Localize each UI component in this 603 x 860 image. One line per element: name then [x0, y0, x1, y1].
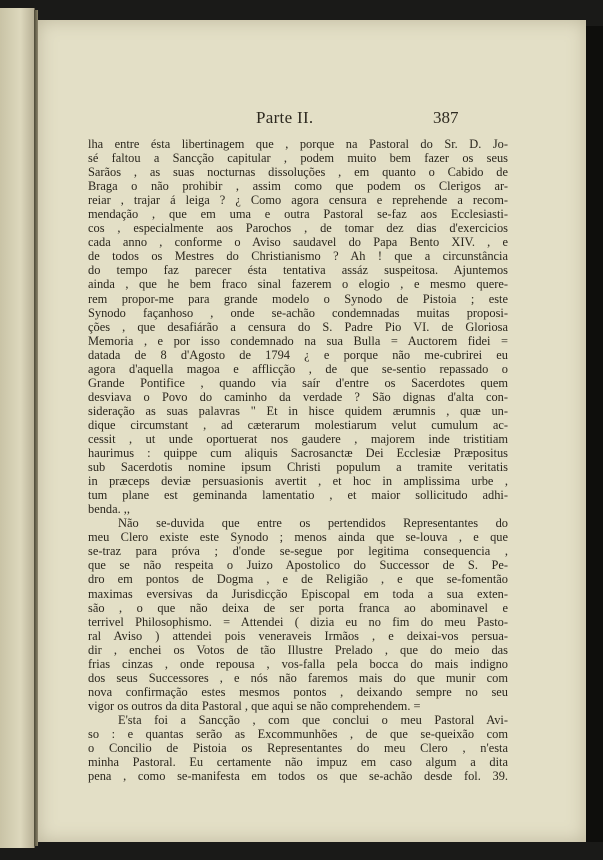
text-line: terrivel Philosophismo. = Attendei ( dizia eu no fim do meu Pasto-	[88, 614, 508, 629]
text-line: so : e quantas serão as Excommunhões , de que se-queixão com	[88, 726, 508, 741]
text-line: que se não respeita o Juizo Apostolico do Successor de S. Pe-	[88, 558, 508, 573]
text-line: Memoria , e por isso condemnado na sua Bulla = Auctorem fidei =	[88, 333, 508, 348]
text-line: desviava o Povo do caminho da verdade ? São dignas d'alta con-	[88, 389, 508, 404]
text-line: reiar , trajar á leiga ? ¿ Como agora censura e reprehende a recom-	[88, 193, 508, 208]
text-line: maximas eversivas da Jurisdicção Episcopal em toda a sua exten-	[88, 586, 508, 601]
text-line: de todos os Mestres do Christianismo ? Ah ! que a circunstância	[88, 249, 508, 264]
text-line: do tempo faz parecer ésta tentativa assáz suspeitosa. Ajuntemos	[88, 263, 508, 278]
text-line: pena , como se-manifesta em todos os que se-achão desde fol. 39.	[88, 769, 508, 784]
text-line: Não se-duvida que entre os pertendidos Representantes do	[118, 516, 508, 531]
dark-background-edge	[586, 26, 603, 842]
text-line: se-traz para próva ; d'onde se-segue por legitima consequencia ,	[88, 544, 508, 559]
text-line: nova confirmação estes mesmos pontos , deixando sempre no seu	[88, 684, 508, 699]
text-line: dro em pontos de Dogma , e de Religião , e que se-fomentão	[88, 572, 508, 587]
running-head: Parte II.	[256, 108, 314, 127]
text-line: vigor os outros da dita Pastoral , que aqui se não comprehendem. =	[88, 698, 421, 713]
text-line: Grande Pontifice , quando via saír d'entre os Sacerdotes quem	[88, 375, 508, 390]
text-line: haurimus : quippe cum aliquis Sacrosanctæ Dei Ecclesiæ Præpositus	[88, 446, 508, 461]
text-line: benda. ,,	[88, 502, 130, 517]
book-page	[38, 20, 586, 842]
text-line: sideração as suas palavras " Et in hisce quidem ærumnis , quæ un-	[88, 403, 508, 418]
page-number: 387	[433, 108, 459, 127]
text-line: lha entre ésta libertinagem que , porque na Pastoral do Sr. D. Jo-	[88, 137, 508, 151]
left-page-edge	[0, 8, 35, 848]
text-line: rem propor-me para grande modelo o Synodo de Pistoia ; este	[88, 291, 508, 306]
text-line: cada anno , conforme o Aviso saudavel do Papa Bento XIV. , e	[88, 235, 508, 250]
text-line: sub Sacerdotis nomine ipsum Christi populum a tramite veritatis	[88, 460, 508, 475]
text-line: cessit , ut unde oportuerat nos gaudere , majorem inde tristitiam	[88, 431, 508, 446]
text-line: são , o que não deixa de ser porta franca ao abominavel e	[88, 600, 508, 615]
page-header	[38, 108, 586, 132]
text-line: sé faltou a Sancção capitular , podem muito bem fazer os seus	[88, 151, 508, 166]
text-line: ral Aviso ) attendei pois veneraveis Irmãos , e deixai-vos persua-	[88, 628, 508, 643]
text-line: agora d'aquella magoa e afflicção , de que se-sentio repassado o	[88, 361, 508, 376]
text-line: frias cinzas , onde repousa , vos-falla pela bocca do mais indigno	[88, 656, 508, 671]
text-line: minha Pastoral. Eu certamente não impuz em caso algum a dita	[88, 755, 508, 770]
text-line: mendação , que em uma e outra Pastoral se-faz aos Ecclesiasti-	[88, 207, 508, 222]
text-line: o Concilio de Pistoia os Representantes do meu Clero , n'esta	[88, 741, 508, 756]
text-line: Synodo façanhoso , onde se-achão condemnadas muitas proposi-	[88, 305, 508, 320]
text-line: dir , enchei os Votos de tão Illustre Prelado , que do meio das	[88, 642, 508, 657]
text-line: dos seus Successores , e nós não faremos mais do que munir com	[88, 670, 508, 685]
text-line: dique circumstant , ad cæterarum molestiarum velut cumulum ac-	[88, 417, 508, 432]
text-line: cos , especialmente aos Parochos , de tomar dez dias d'exercicios	[88, 221, 508, 236]
text-line: ções , que desafiárão a censura do S. Padre Pio VI. de Gloriosa	[88, 319, 508, 334]
body-text	[88, 137, 508, 783]
text-line: ainda , que he bem fraco sinal fazerem o elogio , e mesmo quere-	[88, 277, 508, 292]
text-line: datada de 8 d'Agosto de 1794 ¿ e porque não me-cubrirei eu	[88, 347, 508, 362]
text-line: meu Clero existe este Synodo ; menos ainda que se-louva , e que	[88, 530, 508, 545]
text-line: E'sta foi a Sancção , com que conclui o meu Pastoral Avi-	[118, 712, 508, 727]
text-line: in præceps deviæ persuasionis avertit , et hoc in amplissima urbe ,	[88, 474, 508, 489]
text-line: Braga o não prohibir , assim como que podem os Clerigos ar-	[88, 179, 508, 194]
text-line: Sarãos , as suas nocturnas dissoluções , em quanto o Cabido de	[88, 165, 508, 180]
text-line: tum plane est geminanda lamentatio , et maior sollicitudo adhi-	[88, 488, 508, 503]
